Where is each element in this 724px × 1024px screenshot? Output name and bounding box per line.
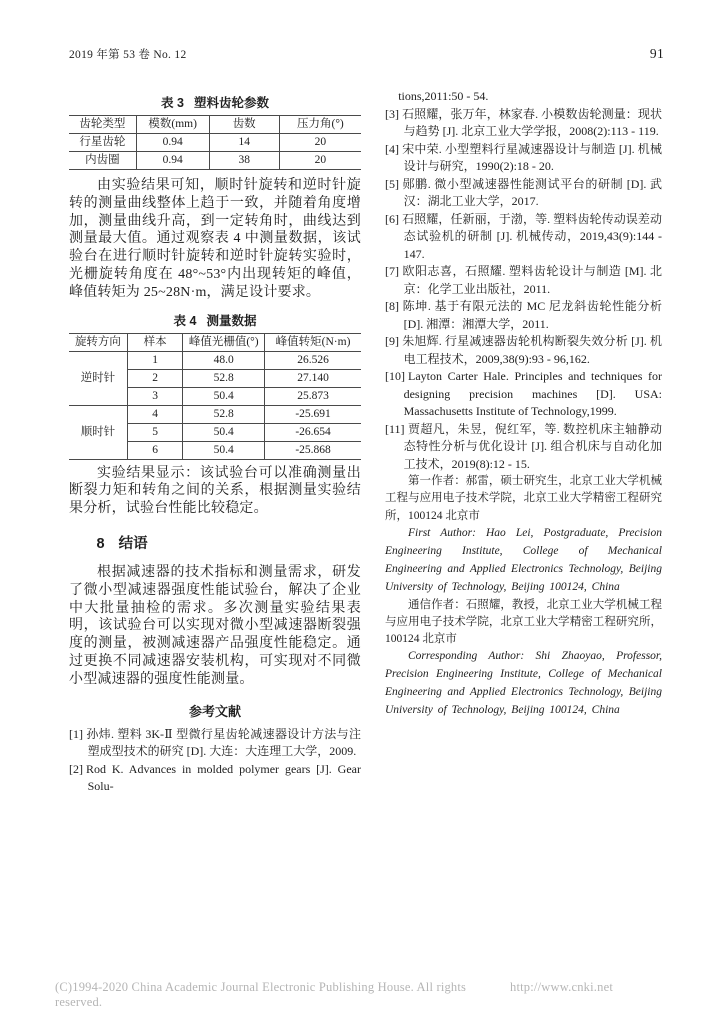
reference-item xyxy=(69,726,361,761)
page-body xyxy=(69,88,662,796)
reference-text: 陈坤. 基于有限元法的 MC 尼龙斜齿轮性能分析 [D]. 湘潭：湘潭大学，2011. xyxy=(402,299,662,331)
reference-label: [10] xyxy=(385,369,405,383)
table4-header-cell: 峰值光栅值(°) xyxy=(183,333,265,351)
table4-cell: 52.8 xyxy=(183,369,265,387)
table3-gear-parameters xyxy=(69,115,361,170)
reference-item xyxy=(385,263,662,298)
reference-label: [7] xyxy=(385,264,399,278)
reference-label: [9] xyxy=(385,334,399,348)
running-head xyxy=(69,46,664,62)
table4-cell: 26.526 xyxy=(265,351,361,369)
table3-caption: 表 3 塑料齿轮参数 xyxy=(161,96,269,110)
reference-label: [5] xyxy=(385,176,399,191)
reference-label: [8] xyxy=(385,299,399,313)
body-paragraph-conclusion: 根据减速器的技术指标和测量需求，研发了微小型减速器强度性能试验台，解决了企业中大批量抽检的需求。多次测量实验结果表明，该试验台可以实现对微小型减速器断裂强度的测量，被测减速器产品强度性能稳定。通过更换不同减速器安装机构，可实现对不同微小型减速器的强度性能测量。 xyxy=(69,564,361,687)
table3-header-cell: 齿数 xyxy=(209,116,279,134)
author-bio-corresponding-en: Corresponding Author: Shi Zhaoyao, Professor, Precision Engineering Institute, College of Mechanical Engineering and Applied Electronics Technology, Beijing University of Technology, Beijing 100124, China xyxy=(385,650,662,717)
footer-url: http://www.cnki.net xyxy=(510,980,613,994)
table-row xyxy=(69,134,361,152)
left-column xyxy=(69,88,361,796)
page-footer xyxy=(55,980,613,1010)
reference-label: [2] xyxy=(69,761,83,776)
author-bio-first-cn: 第一作者：郝雷，硕士研究生，北京工业大学机械工程与应用电子技术学院，北京工业大学精密工程研究所，100124 北京市 xyxy=(385,475,662,522)
table4-cell: 3 xyxy=(127,387,182,405)
reference-text: 朱旭辉. 行星减速器齿轮机构断裂失效分析 [J]. 机电工程技术，2009,38(9):93 - 96,162. xyxy=(402,334,662,366)
reference-label: [6] xyxy=(385,211,399,226)
table4-cell: 6 xyxy=(127,441,182,459)
journal-volume-info: 2019 年第 53 卷 No. 12 xyxy=(69,49,187,61)
reference-label: [11] xyxy=(385,421,405,436)
section-number: 8 xyxy=(96,535,105,552)
table4-cell: 5 xyxy=(127,423,182,441)
table4-measurement-data xyxy=(69,333,361,460)
reference-item xyxy=(69,761,361,796)
table4-cell: -26.654 xyxy=(265,423,361,441)
table4-direction-cell: 顺时针 xyxy=(69,405,127,459)
table4-direction-cell: 逆时针 xyxy=(69,351,127,405)
reference-item xyxy=(385,421,662,474)
table4-header-cell: 旋转方向 xyxy=(69,333,127,351)
table4-cell: 50.4 xyxy=(183,441,265,459)
reference-label: [1] xyxy=(69,726,83,741)
reference-label: [4] xyxy=(385,141,399,156)
author-bio-corresponding-cn: 通信作者：石照耀，教授，北京工业大学机械工程与应用电子技术学院，北京工业大学精密工程研究所，100124 北京市 xyxy=(385,598,662,646)
table3-cell: 20 xyxy=(279,152,361,170)
reference-text: 石照耀，任新丽，于渤，等. 塑料齿轮传动误差动态试验机的研制 [J]. 机械传动，2019,43(9):144 - 147. xyxy=(402,211,662,261)
author-bio-first-en: First Author: Hao Lei, Postgraduate, Precision Engineering Institute, College of Mechanical Engineering and Applied Electronics Technology, Beijing University of Technology, Beijing 100124, China xyxy=(385,526,662,593)
table3-header-cell: 齿轮类型 xyxy=(69,116,136,134)
table3-header-cell: 压力角(°) xyxy=(279,116,361,134)
reference-item xyxy=(385,141,662,176)
table4-cell: 2 xyxy=(127,369,182,387)
table-row xyxy=(69,152,361,170)
footer-copyright: (C)1994-2020 China Academic Journal Electronic Publishing House. All rights reserved. xyxy=(55,980,467,1009)
reference-item xyxy=(385,368,662,421)
table4-header-cell: 峰值转矩(N·m) xyxy=(265,333,361,351)
right-column xyxy=(385,88,662,796)
table3-cell: 38 xyxy=(209,152,279,170)
reference-item xyxy=(385,176,662,211)
body-paragraph-stability: 实验结果显示：该试验台可以准确测量出断裂力矩和转角之间的关系，根据测量实验结果分析，试验台性能比较稳定。 xyxy=(69,465,361,517)
reference-item xyxy=(385,298,662,333)
reference-text: 郧鹏. 微小型减速器性能测试平台的研制 [D]. 武汉：湖北工业大学，2017. xyxy=(402,176,662,208)
table4-header-cell: 样本 xyxy=(127,333,182,351)
section-heading-conclusion xyxy=(97,532,361,553)
reference-text: Layton Carter Hale. Principles and techniques for designing precision machines [D]. USA: Massachusetts Institute of Technology,1999. xyxy=(403,369,662,418)
table4-cell: -25.868 xyxy=(265,441,361,459)
table3-cell: 行星齿轮 xyxy=(69,134,136,152)
reference-text: Rod K. Advances in molded polymer gears [J]. Gear Solu- xyxy=(86,761,361,794)
table-row xyxy=(69,351,361,369)
reference-label: [3] xyxy=(385,106,399,121)
table4-cell: 27.140 xyxy=(265,369,361,387)
table4-caption: 表 4 测量数据 xyxy=(173,313,257,328)
table3-cell: 14 xyxy=(209,134,279,152)
section-title: 结语 xyxy=(118,535,148,552)
table4-header-row xyxy=(69,333,361,351)
table4-cell: -25.691 xyxy=(265,405,361,423)
table3-cell: 内齿圈 xyxy=(69,152,136,170)
reference-continuation: tions,2011:50 - 54. xyxy=(398,89,489,103)
table4-cell: 25.873 xyxy=(265,387,361,405)
reference-text: 孙炜. 塑料 3K-Ⅱ 型微行星齿轮减速器设计方法与注塑成型技术的研究 [D]. 大连：大连理工大学，2009. xyxy=(86,726,361,759)
reference-item xyxy=(385,333,662,368)
table3-header-row xyxy=(69,116,361,134)
table4-cell: 50.4 xyxy=(183,423,265,441)
table3-cell: 0.94 xyxy=(136,134,209,152)
reference-text: 石照耀，张万年，林家春. 小模数齿轮测量：现状与趋势 [J]. 北京工业大学学报，2008(2):113 - 119. xyxy=(402,106,662,138)
reference-text: 宋中荣. 小型塑料行星减速器设计与制造 [J]. 机械设计与研究，1990(2):18 - 20. xyxy=(402,141,662,173)
reference-text: 欧阳志喜，石照耀. 塑料齿轮设计与制造 [M]. 北京：化学工业出版社，2011. xyxy=(402,264,662,296)
table4-cell: 48.0 xyxy=(183,351,265,369)
table4-cell: 52.8 xyxy=(183,405,265,423)
table4-cell: 50.4 xyxy=(183,387,265,405)
table4-cell: 1 xyxy=(127,351,182,369)
table-row xyxy=(69,405,361,423)
table3-header-cell: 模数(mm) xyxy=(136,116,209,134)
table3-cell: 20 xyxy=(279,134,361,152)
reference-text: 贾超凡，朱昱，倪红军，等. 数控机床主轴静动态特性分析与优化设计 [J]. 组合机床与自动化加工技术，2019(8):12 - 15. xyxy=(403,421,662,471)
table4-cell: 4 xyxy=(127,405,182,423)
references-title: 参考文献 xyxy=(188,703,241,719)
page-number: 91 xyxy=(649,46,664,61)
body-paragraph-results: 由实验结果可知，顺时针旋转和逆时针旋转的测量曲线整体上趋于一致，并随着角度增加，测量曲线升高，到一定转角时，曲线达到测量最大值。通过观察表 4 中测量数据，该试验台在进行顺时针旋转和逆时针旋转实验时，光栅旋转角度在 48°~53°内出现转矩的峰值，峰值转矩为 25~28N·m，满足设计要求。 xyxy=(69,178,361,300)
table3-cell: 0.94 xyxy=(136,152,209,170)
reference-item xyxy=(385,106,662,141)
reference-item xyxy=(385,211,662,264)
